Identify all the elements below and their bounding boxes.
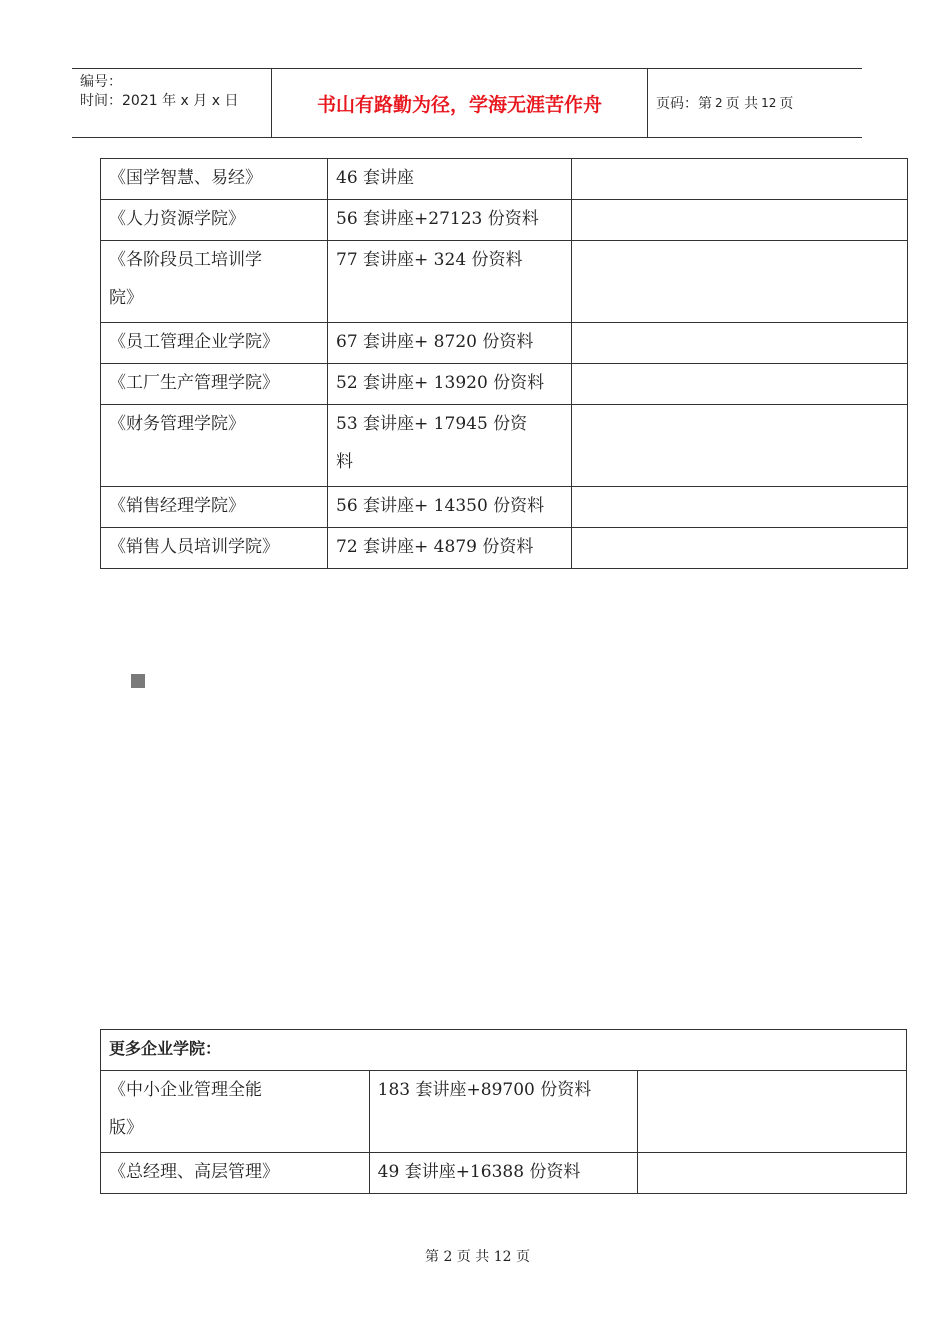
academy-content bbox=[328, 241, 572, 323]
table-row bbox=[101, 405, 908, 487]
table-row bbox=[101, 241, 908, 323]
academy-name: 《总经理、高层管理》 bbox=[101, 1153, 370, 1194]
academy-content-line2: 料 bbox=[336, 452, 353, 472]
academy-name bbox=[101, 241, 328, 323]
academy-extra bbox=[572, 405, 908, 487]
academy-name bbox=[101, 405, 328, 487]
code-label: 编号： bbox=[80, 74, 122, 90]
academy-content-line1: 53 套讲座+ 17945 份资 bbox=[336, 414, 528, 434]
header-page-number bbox=[648, 69, 862, 137]
table-row bbox=[101, 200, 908, 241]
page-current: 2 bbox=[715, 96, 723, 110]
header-meta bbox=[72, 69, 272, 137]
academy-extra bbox=[638, 1153, 907, 1194]
more-academies-table bbox=[100, 1029, 907, 1194]
academy-content: 56 套讲座+27123 份资料 bbox=[328, 200, 572, 241]
academy-name-line2: 院》 bbox=[109, 288, 143, 308]
table-row bbox=[101, 487, 908, 528]
academy-name-line1: 《中小企业管理全能 bbox=[109, 1080, 262, 1100]
table-row bbox=[101, 323, 908, 364]
academy-name-line2: 版》 bbox=[109, 1118, 143, 1138]
page-total: 12 bbox=[761, 96, 777, 110]
table-row bbox=[101, 364, 908, 405]
academy-extra bbox=[572, 528, 908, 569]
academy-content: 46 套讲座 bbox=[328, 159, 572, 200]
academy-extra bbox=[638, 1071, 907, 1153]
academy-content: 56 套讲座+ 14350 份资料 bbox=[328, 487, 572, 528]
academy-name: 《国学智慧、易经》 bbox=[101, 159, 328, 200]
page-prefix: 页码：第 bbox=[656, 96, 712, 112]
academy-content bbox=[328, 405, 572, 487]
academy-table bbox=[100, 158, 908, 569]
academy-extra bbox=[572, 200, 908, 241]
square-bullet-icon bbox=[131, 674, 145, 688]
academy-content-line1: 77 套讲座+ 324 份资料 bbox=[336, 250, 523, 270]
academy-extra bbox=[572, 323, 908, 364]
academy-content-line1: 183 套讲座+89700 份资料 bbox=[377, 1080, 592, 1100]
academy-content: 49 套讲座+16388 份资料 bbox=[369, 1153, 638, 1194]
table-row bbox=[101, 159, 908, 200]
table-heading-row bbox=[101, 1030, 907, 1071]
academy-name bbox=[101, 1071, 370, 1153]
academy-content: 52 套讲座+ 13920 份资料 bbox=[328, 364, 572, 405]
table-row bbox=[101, 1153, 907, 1194]
academy-name: 《销售人员培训学院》 bbox=[101, 528, 328, 569]
academy-extra bbox=[572, 241, 908, 323]
academy-name: 《员工管理企业学院》 bbox=[101, 323, 328, 364]
page-suffix: 页 bbox=[779, 96, 794, 112]
academy-name: 《销售经理学院》 bbox=[101, 487, 328, 528]
academy-extra bbox=[572, 364, 908, 405]
academy-name: 《工厂生产管理学院》 bbox=[101, 364, 328, 405]
academy-content: 72 套讲座+ 4879 份资料 bbox=[328, 528, 572, 569]
academy-name-line1: 《财务管理学院》 bbox=[109, 414, 245, 434]
table-row bbox=[101, 1071, 907, 1153]
page-middle: 页 共 bbox=[725, 96, 759, 112]
academy-extra bbox=[572, 487, 908, 528]
time-label: 时间：2021 年 x 月 x 日 bbox=[80, 93, 239, 109]
academy-name-line1: 《各阶段员工培训学 bbox=[109, 250, 262, 270]
academy-name: 《人力资源学院》 bbox=[101, 200, 328, 241]
page-header bbox=[72, 68, 862, 138]
academy-content bbox=[369, 1071, 638, 1153]
academy-content: 67 套讲座+ 8720 份资料 bbox=[328, 323, 572, 364]
academy-extra bbox=[572, 159, 908, 200]
section-heading: 更多企业学院： bbox=[101, 1030, 907, 1071]
table-row bbox=[101, 528, 908, 569]
page-footer: 第 2 页 共 12 页 bbox=[425, 1249, 530, 1265]
header-motto: 书山有路勤为径，学海无涯苦作舟 bbox=[272, 69, 648, 137]
